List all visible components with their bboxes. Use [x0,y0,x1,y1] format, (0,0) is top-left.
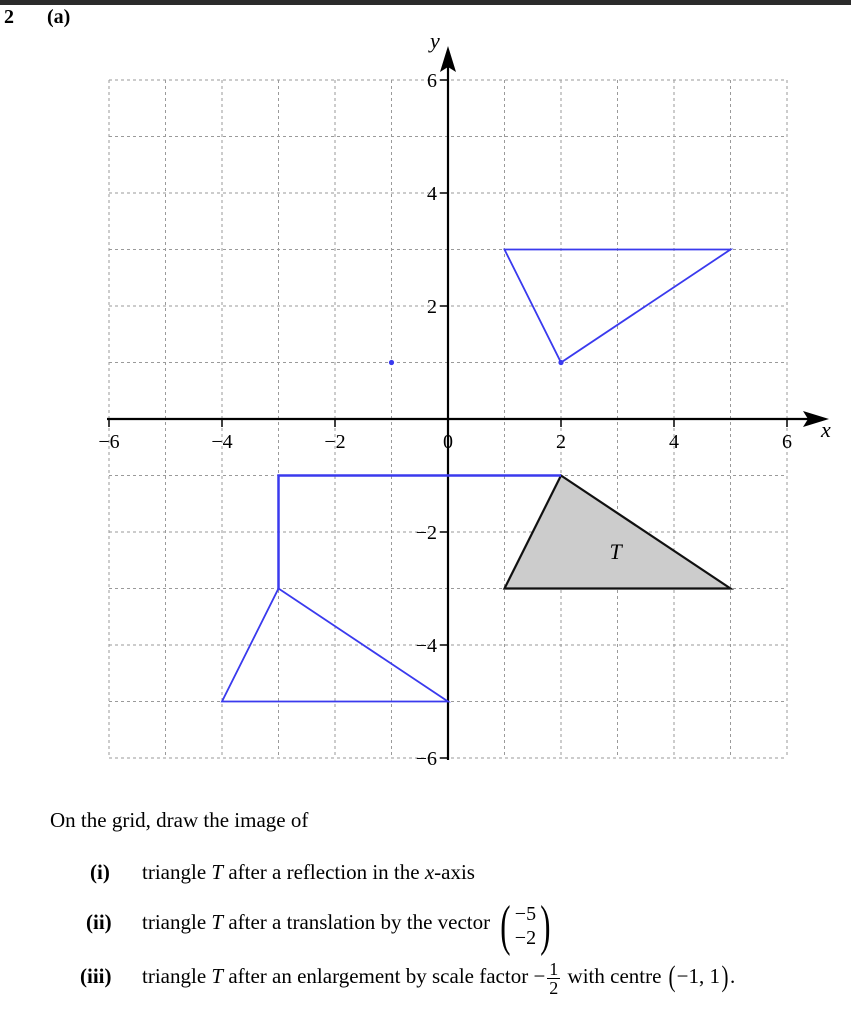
y-tick-label: 2 [427,296,437,318]
part-ii-label: (ii) [86,910,112,934]
part-i-text-b: after a reflection in the [223,860,425,884]
x-tick-label: 4 [669,431,679,453]
part-iii-text-a: triangle [142,964,212,988]
x-tick-label: −2 [324,431,346,453]
vector-open-paren: ( [500,895,511,958]
part-i-label: (i) [90,860,110,884]
part-ii-text-b: after a translation by the vector [223,910,491,934]
fraction-numerator: 1 [549,958,559,979]
y-tick-label: −2 [415,522,437,544]
part-iii-end: . [730,964,736,988]
x-tick-label: 2 [556,431,566,453]
x-tick-label: 0 [443,431,453,453]
axes [107,46,829,760]
y-tick-label: 6 [427,70,437,92]
part-i-x: x [424,860,435,884]
part-i-T: T [211,860,224,884]
y-axis-label: y [430,28,440,53]
x-tick-label: −4 [211,431,233,453]
y-tick-label: 4 [427,183,437,205]
translation-vector [496,892,555,956]
part-iii-text-c: with centre [562,964,667,988]
centre-open-paren: ( [668,960,676,993]
vector-top: −5 [514,903,537,926]
vector-bottom: −2 [514,927,537,950]
shapes [222,250,731,702]
scale-factor-fraction [547,960,560,997]
instruction-text: On the grid, draw the image of [50,808,309,832]
part-i-text-a: triangle [142,860,212,884]
fraction-denominator: 2 [549,977,559,998]
part-iii [80,956,735,997]
part-ii [86,890,555,958]
part-i [90,860,475,885]
part-iii-minus: − [533,964,546,988]
centre-close-paren: ) [721,960,729,993]
question-number: 2 [4,6,14,28]
part-iii-T: T [211,964,224,988]
part-ii-T: T [211,910,224,934]
part-ii-text-a: triangle [142,910,212,934]
reflection-vertex-dot [558,360,563,365]
centre-coordinates: −1, 1 [676,964,721,988]
question-part-label: (a) [47,6,71,28]
part-i-text-c: -axis [434,860,475,884]
x-tick-label: −6 [98,431,120,453]
part-iii-label: (iii) [80,964,112,988]
y-tick-label: −6 [415,748,437,770]
triangle-t [505,476,731,589]
x-tick-label: 6 [782,431,792,453]
x-axis-label: x [821,417,831,442]
centre-point [389,360,394,365]
vector-close-paren: ) [540,895,551,958]
y-tick-label: −4 [415,635,437,657]
part-iii-text-b: after an enlargement by scale factor [223,964,534,988]
triangle-t-label: T [609,538,622,564]
